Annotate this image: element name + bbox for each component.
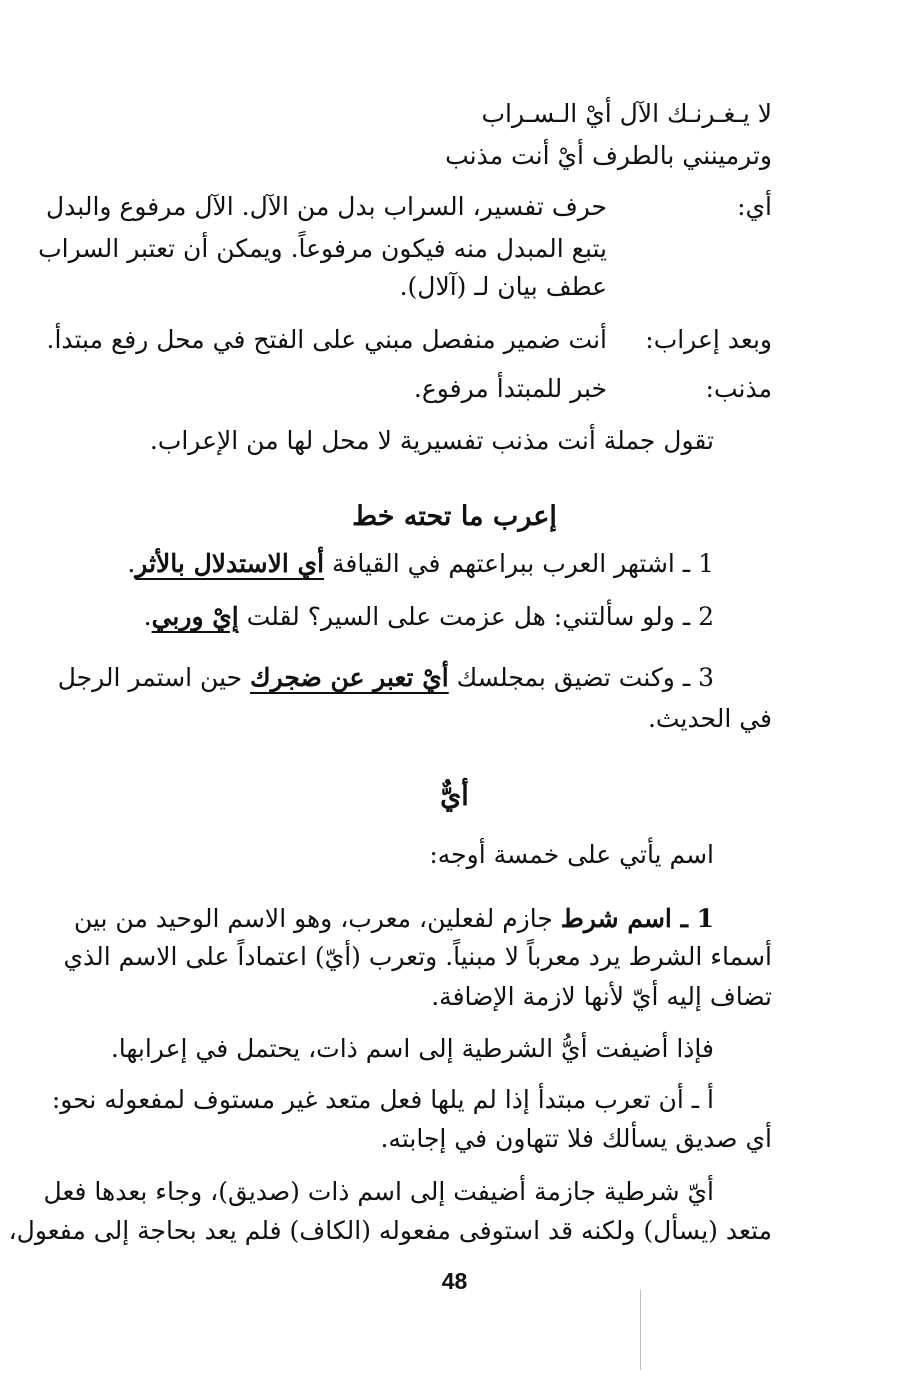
exercise-item-1 xyxy=(127,547,714,581)
exercise-item-2 xyxy=(144,600,714,634)
exercise-item-3-rest: حين استمر الرجل xyxy=(57,663,251,692)
after-parse-text: أنت ضمير منفصل مبني على الفتح في محل رفع مبتدأ. xyxy=(46,325,607,354)
exercise-item-1-text: 1 ـ اشتهر العرب ببراعتهم في القيافة xyxy=(324,549,714,578)
paragraph-1-bold: 1 ـ اسم شرط xyxy=(560,904,714,933)
exercise-item-1-end: . xyxy=(127,549,136,578)
verse-line-1: لا يـغـرنـك الآل أيْ الـسـراب xyxy=(481,99,772,128)
verse-line-2: وترمينني بالطرف أيْ أنت مذنب xyxy=(445,141,772,170)
exercise-item-1-underlined: أي الاستدلال بالأثر xyxy=(135,549,325,578)
section-heading: أيٌّ xyxy=(440,781,469,812)
exercise-item-2-underlined: إيْ وربي xyxy=(151,602,239,631)
scan-margin-mark xyxy=(640,1290,641,1370)
section-intro: اسم يأتي على خمسة أوجه: xyxy=(429,840,714,869)
paragraph-4-line-2: متعد (يسأل) ولكنه قد استوفى مفعوله (الكاف) فلم يعد بحاجة إلى مفعول، xyxy=(8,1216,772,1245)
paragraph-2: فإذا أضيفت أيُّ الشرطية إلى اسم ذات، يحتمل في إعرابها. xyxy=(110,1034,714,1063)
paragraph-3-line-2: أي صديق يسألك فلا تتهاون في إجابته. xyxy=(380,1124,772,1153)
paragraph-1-line-2: أسماء الشرط يرد معرباً لا مبنياً. وتعرب (أيّ) اعتماداً على الاسم الذي xyxy=(63,942,772,971)
label-after-parse: وبعد إعراب: xyxy=(645,325,772,354)
label-mudhnib: مذنب: xyxy=(705,374,772,403)
exercise-item-2-end: . xyxy=(143,602,152,631)
clause-note: تقول جملة أنت مذنب تفسيرية لا محل لها من الإعراب. xyxy=(149,426,714,455)
exercise-item-3-underlined: أيْ تعبر عن ضجرك xyxy=(250,663,449,692)
exercise-item-3-line-2: في الحديث. xyxy=(647,704,772,733)
mudhnib-text: خبر للمبتدأ مرفوع. xyxy=(413,374,607,403)
paragraph-1-rest: جازم لفعلين، معرب، وهو الاسم الوحيد من بين xyxy=(73,904,561,933)
page-number: 48 xyxy=(441,1268,468,1294)
paragraph-3-line-1: أ ـ أن تعرب مبتدأ إذا لم يلها فعل متعد غير مستوف لمفعوله نحو: xyxy=(51,1085,714,1114)
ay-explanation-line-3: عطف بيان لـ (آلال). xyxy=(399,272,607,301)
paragraph-1-line-3: تضاف إليه أيّ لأنها لازمة الإضافة. xyxy=(431,982,772,1011)
paragraph-4-line-1: أيّ شرطية جازمة أضيفت إلى اسم ذات (صديق)، وجاء بعدها فعل xyxy=(43,1177,714,1206)
exercise-item-2-text: 2 ـ ولو سألتني: هل عزمت على السير؟ لقلت xyxy=(238,602,714,631)
ay-explanation-line-2: يتبع المبدل منه فيكون مرفوعاً. ويمكن أن تعتبر السراب xyxy=(38,234,607,263)
paragraph-1-line-1 xyxy=(74,902,714,936)
exercise-item-3 xyxy=(58,661,714,695)
exercise-item-3-text: 3 ـ وكنت تضيق بمجلسك xyxy=(448,663,714,692)
exercise-heading: إعرب ما تحته خط xyxy=(352,501,557,532)
label-ay: أي: xyxy=(737,192,772,221)
ay-explanation-line-1: حرف تفسير، السراب بدل من الآل. الآل مرفوع والبدل xyxy=(46,192,607,221)
